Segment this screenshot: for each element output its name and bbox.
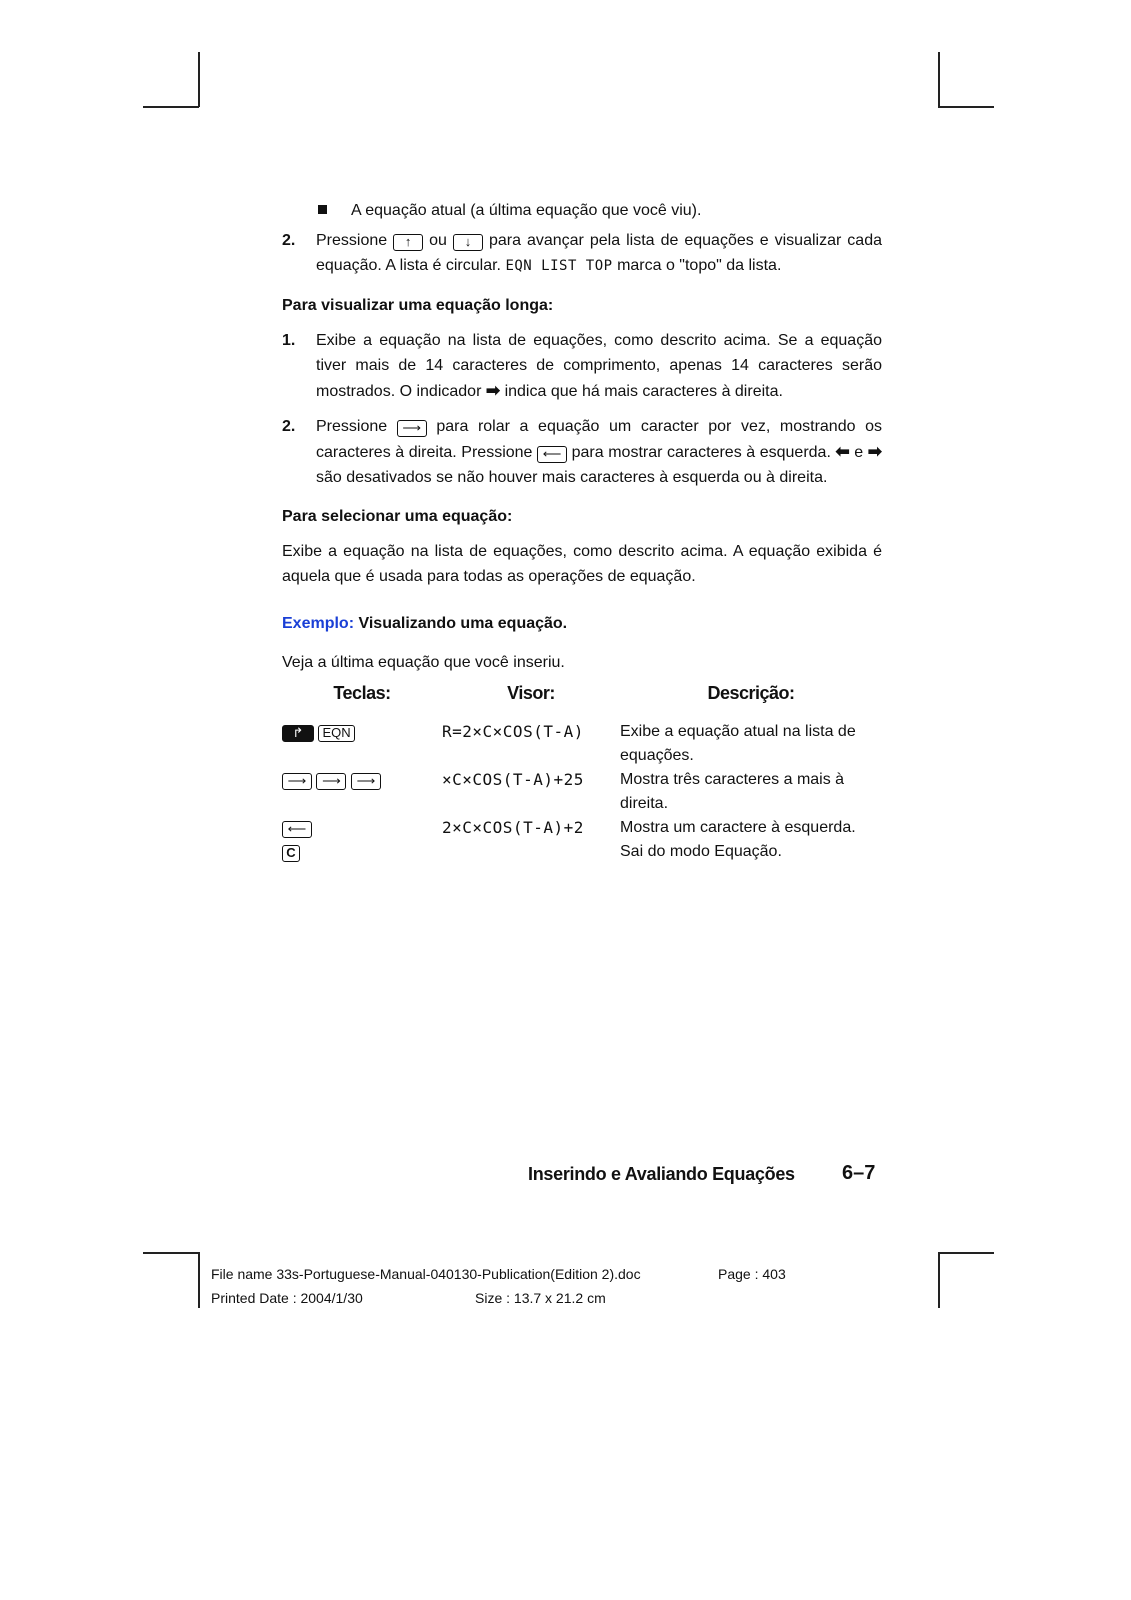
table-header-row: [282, 681, 882, 720]
display-cell: ×C×COS(T-A)+25: [442, 770, 584, 789]
step-text: e: [854, 444, 864, 461]
lcd-text: EQN LIST TOP: [505, 258, 613, 274]
page-number: 6–7: [842, 1162, 876, 1184]
step-text: indica que há mais caracteres à direita.: [504, 383, 783, 400]
crop-mark: [938, 52, 940, 107]
step-number: 1.: [282, 332, 296, 349]
crop-mark: [198, 52, 200, 107]
step-1-long: [282, 328, 882, 404]
keystroke-table: [282, 681, 882, 864]
right-arrow-key-icon: ⟶: [397, 420, 427, 437]
crop-mark: [938, 1252, 994, 1254]
crop-mark: [143, 1252, 199, 1254]
crop-mark: [143, 106, 199, 108]
description-cell: Mostra um caractere à esquerda.: [620, 819, 856, 836]
step-text: Pressione: [316, 232, 388, 249]
crop-mark: [198, 1252, 200, 1308]
step-text: para mostrar caracteres à esquerda.: [571, 444, 831, 461]
chapter-title: Inserindo e Avaliando Equações: [528, 1164, 795, 1184]
description-cell: Exibe a equação atual na lista de equações.: [620, 723, 856, 764]
file-name: File name 33s-Portuguese-Manual-040130-Publication(Edition 2).doc: [211, 1266, 641, 1282]
right-arrow-indicator-icon: ➡: [485, 381, 501, 400]
keys-cell: [282, 840, 442, 864]
column-header: Visor:: [507, 683, 555, 703]
up-arrow-key-icon: ↑: [393, 234, 423, 251]
left-arrow-key-icon: ⟵: [282, 821, 312, 838]
step-text: Pressione: [316, 418, 388, 435]
column-header: Descrição:: [707, 683, 795, 703]
paper-size: Size : 13.7 x 21.2 cm: [475, 1290, 606, 1306]
right-arrow-key-icon: ⟶: [282, 773, 312, 790]
example-label: Exemplo:: [282, 615, 355, 632]
display-cell: R=2×C×COS(T-A): [442, 722, 584, 741]
display-cell: [442, 840, 620, 864]
step-text: ou: [429, 232, 447, 249]
page-meta: Page : 403: [718, 1266, 786, 1282]
table-row: [282, 720, 882, 768]
step-text: para avançar pela lista de equações e visualizar cada equação. A lista é circular.: [316, 232, 882, 274]
table-row: [282, 768, 882, 816]
step-text: marca o "topo" da lista.: [617, 257, 782, 274]
printed-date: Printed Date : 2004/1/30: [211, 1290, 363, 1306]
example-intro: Veja a última equação que você inseriu.: [282, 654, 565, 671]
step-text: Exibe a equação na lista de equações, como descrito acima. Se a equação tiver mais de 14 caracteres de comprimento, apenas 14 caracteres serão mostrados. O indicador: [316, 332, 882, 400]
eqn-key: EQN: [318, 725, 354, 742]
down-arrow-key-icon: ↓: [453, 234, 483, 251]
step-text: são desativados se não houver mais caracteres à esquerda ou à direita.: [316, 469, 828, 486]
right-arrow-indicator-icon: ➡: [867, 442, 883, 461]
step-2-browse: [282, 228, 882, 279]
clear-key: C: [282, 845, 300, 862]
page-content: [282, 198, 882, 864]
right-shift-key-icon: ↱: [282, 725, 314, 742]
bullet-item: [282, 198, 882, 223]
description-cell: Sai do modo Equação.: [620, 843, 782, 860]
table-row: [282, 816, 882, 840]
paragraph: Exibe a equação na lista de equações, como descrito acima. A equação exibida é aquela que é usada para todas as operações de equação.: [282, 543, 882, 585]
description-cell: Mostra três caracteres a mais à direita.: [620, 771, 845, 812]
step-number: 2.: [282, 418, 296, 435]
step-number: 2.: [282, 232, 296, 249]
right-arrow-key-icon: ⟶: [351, 773, 381, 790]
column-header: Teclas:: [333, 683, 391, 703]
bullet-text: A equação atual (a última equação que você viu).: [351, 202, 702, 219]
example-title: Visualizando uma equação.: [358, 615, 568, 632]
left-arrow-key-icon: ⟵: [537, 446, 567, 463]
section-heading: Para visualizar uma equação longa:: [282, 297, 554, 314]
keys-cell: [282, 768, 442, 816]
square-bullet-icon: [318, 205, 327, 214]
keys-cell: [282, 816, 442, 840]
right-arrow-key-icon: ⟶: [316, 773, 346, 790]
keys-cell: [282, 720, 442, 768]
left-arrow-indicator-icon: ⬅: [835, 442, 850, 461]
crop-mark: [938, 1252, 940, 1308]
table-row: [282, 840, 882, 864]
step-2-long: [282, 414, 882, 490]
section-heading: Para selecionar uma equação:: [282, 508, 513, 525]
display-cell: 2×C×COS(T-A)+2: [442, 818, 584, 837]
step-text: para rolar a equação um caracter por vez, mostrando os caracteres à direita. Pressione: [316, 418, 882, 461]
crop-mark: [938, 106, 994, 108]
example-heading: [282, 611, 882, 636]
